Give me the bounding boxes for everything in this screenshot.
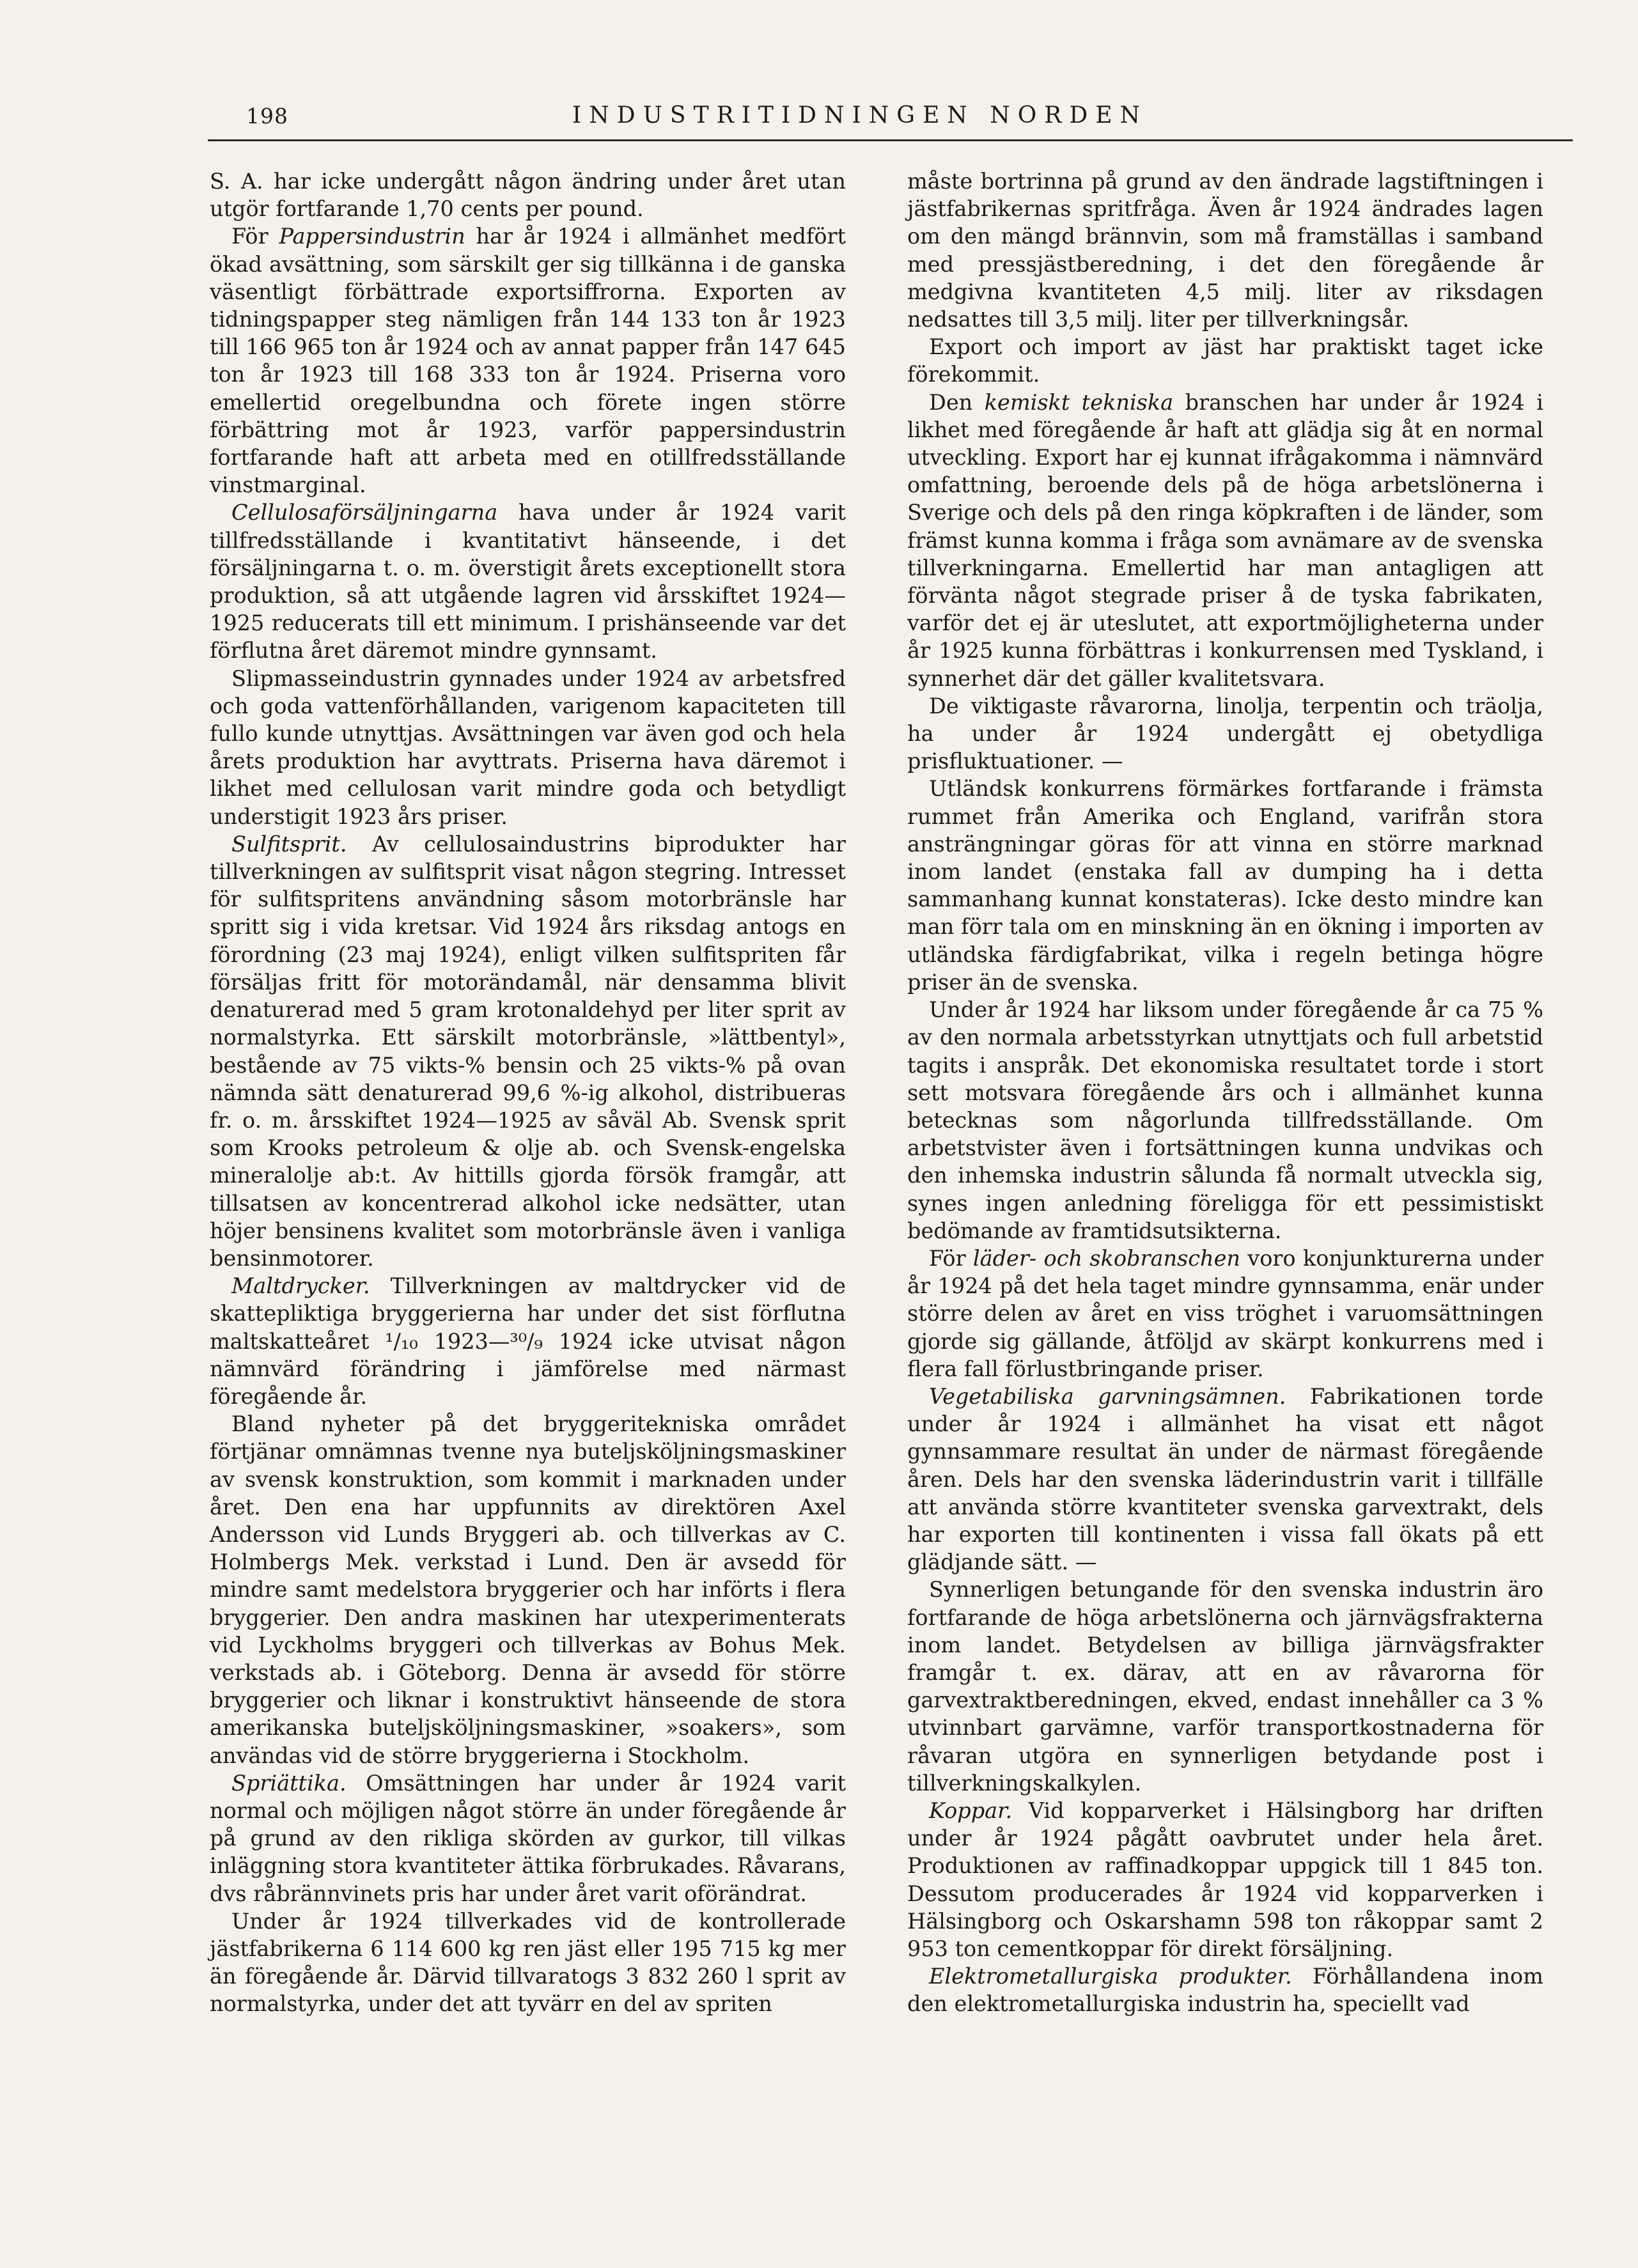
section-heading: Spriättika.: [231, 1770, 347, 1796]
section-heading: Pappersindustrin: [279, 224, 465, 249]
paragraph-lead: För: [231, 224, 279, 249]
section-heading: Vegetabiliska garvningsämnen.: [929, 1383, 1286, 1409]
paragraph-text: Slipmasseindustrin gynnades under 1924 av arbetsfred och goda vattenförhållanden, varigenom kapaciteten till fullo kunde utnyttjas. Avsättningen var även god och hela årets produktion har avyttrats. Priserna hava däremot i likhet med cellulosan varit mindre goda och betydligt understigit 1923 års priser.: [210, 665, 846, 829]
paragraph: [210, 1907, 846, 2018]
section-heading: kemiskt tekniska: [984, 389, 1174, 415]
paragraph-text: Förhållandena inom den elektrometallurgiska industrin ha, speciellt vad: [907, 1964, 1543, 2017]
paragraph: [210, 222, 846, 499]
paragraph-text: Under år 1924 har liksom under föregående år ca 75 % av den normala arbetsstyrkan utnyttjats och full arbetstid tagits i anspråk. Det ekonomiska resultatet torde i stort sett motsvara föregående års och i allmänhet kunna betecknas som någorlunda tillfredsställande. Om arbetstvister även i fortsättningen kunna undvikas och den inhemska industrin sålunda få normalt utveckla sig, synes ingen anledning föreligga för ett pessimistiskt bedömande av framtidsutsikterna.: [907, 997, 1543, 1243]
header-rule: [208, 139, 1573, 141]
paragraph-text: Bland nyheter på det bryggeritekniska området förtjänar omnämnas tvenne nya buteljsköljningsmaskiner av svensk konstruktion, som kommit i marknaden under året. Den ena har uppfunnits av direktören Axel Andersson vid Lunds Bryggeri ab. och tillverkas av C. Holmbergs Mek. verkstad i Lund. Den är avsedd för mindre samt medelstora bryggerier och har införts i flera bryggerier. Den andra maskinen har utexperimenterats vid Lyckholms bryggeri och tillverkas av Bohus Mek. verkstads ab. i Göteborg. Denna är avsedd för större bryggerier och liknar i konstruktivt hänseende de stora amerikanska buteljsköljningsmaskiner, »soakers», som användas vid de större bryggerierna i Stockholm.: [210, 1411, 846, 1768]
paragraph: [210, 1410, 846, 1769]
paragraph-text: branschen har under år 1924 i likhet med föregående år haft att glädja sig åt en normal utveckling. Export har ej kunnat ifrågakomma i nämnvärd omfattning, beroende dels på de höga arbetslönerna i Sverige och dels på den ringa köpkraften i de länder, som främst kunna komma i fråga som avnämare av de svenska tillverkningarna. Emellertid har man antagligen att förvänta något stegrade priser å de tyska fabrikaten, varför det ej är uteslutet, att exportmöjligheterna under år 1925 kunna förbättras i konkurrensen med Tyskland, i synnerhet där det gäller kvalitetsvara.: [907, 389, 1543, 691]
section-heading: Cellulosaförsäljningarna: [231, 500, 498, 525]
paragraph: [907, 1245, 1543, 1383]
paragraph: [210, 665, 846, 830]
paragraph-lead: Den: [929, 389, 985, 415]
paragraph: [210, 1272, 846, 1410]
paragraph-lead: För: [929, 1245, 973, 1271]
paragraph: [907, 1797, 1543, 1962]
page-header: [208, 102, 1378, 137]
page-number: 198: [246, 104, 288, 128]
paragraph: [210, 499, 846, 664]
paragraph: [907, 333, 1543, 388]
paragraph-text: Export och import av jäst har praktiskt taget icke förekommit.: [907, 334, 1543, 387]
section-heading: läder- och skobranschen: [972, 1245, 1240, 1271]
right-column: [907, 167, 1543, 2018]
journal-title: INDUSTRITIDNINGEN NORDEN: [572, 102, 1148, 128]
paragraph: [210, 1769, 846, 1907]
paragraph: [210, 830, 846, 1272]
section-heading: Maltdrycker.: [231, 1273, 370, 1299]
section-heading: Elektrometallurgiska produkter.: [929, 1964, 1292, 1989]
paragraph-text: Omsättningen har under år 1924 varit normal och möjligen något större än under föregående år på grund av den rikliga skörden av gurkor, till vilkas inläggning stora kvantiteter ättika förbrukades. Råvarans, dvs råbrännvinets pris har under året varit oförändrat.: [210, 1770, 846, 1906]
paragraph: [907, 167, 1543, 333]
paragraph-text: har år 1924 i allmänhet medfört ökad avsättning, som särskilt ger sig tillkänna i de ganska väsentligt förbättrade exportsiffrorna. Exporten av tidningspapper steg nämligen från 144 133 ton år 1923 till 166 965 ton år 1924 och av annat papper från 147 645 ton år 1923 till 168 333 ton år 1924. Priserna voro emellertid oregelbundna och förete ingen större förbättring mot år 1923, varför pappersindustrin fortfarande haft att arbeta med en otillfredsställande vinstmarginal.: [210, 224, 846, 498]
paragraph-text: måste bortrinna på grund av den ändrade lagstiftningen i jästfabrikernas spritfråga. Även år 1924 ändrades lagen om den mängd brännvin, som må framställas i samband med pressjästberedning, i det den föregående år medgivna kvantiteten 4,5 milj. liter av riksdagen nedsattes till 3,5 milj. liter per tillverkningsår.: [907, 169, 1543, 332]
paragraph: [907, 1383, 1543, 1576]
paragraph: [907, 1962, 1543, 2017]
paragraph-text: S. A. har icke undergått någon ändring under året utan utgör fortfarande 1,70 cents per pound.: [210, 169, 846, 222]
paragraph-text: Under år 1924 tillverkades vid de kontrollerade jästfabrikerna 6 114 600 kg ren jäst eller 195 715 kg mer än föregående år. Därvid tillvaratogs 3 832 260 l sprit av normalstyrka, under det att tyvärr en del av spriten: [210, 1908, 846, 2017]
paragraph-text: Utländsk konkurrens förmärkes fortfarande i främsta rummet från Amerika och England, varifrån stora ansträngningar göras för att vinna en större marknad inom landet (enstaka fall av dumping ha i detta sammanhang kunnat konstateras). Icke desto mindre kan man förr tala om en minskning än en ökning i importen av utländska färdigfabrikat, vilka i regeln betinga högre priser än de svenska.: [907, 776, 1543, 995]
paragraph: [907, 1576, 1543, 1797]
paragraph: [210, 167, 846, 222]
paragraph-text: voro konjunkturerna under år 1924 på det hela taget mindre gynnsamma, enär under större delen av året en viss tröghet i varuomsättningen gjorde sig gällande, åtföljd av skärpt konkurrens med i flera fall förlustbringande priser.: [907, 1245, 1543, 1381]
paragraph-text: Av cellulosaindustrins biprodukter har tillverkningen av sulfitsprit visat någon stegring. Intresset för sulfitspritens användning såsom motorbränsle har spritt sig i vida kretsar. Vid 1924 års riksdag antogs en förordning (23 maj 1924), enligt vilken sulfitspriten får försäljas fritt för motorändamål, när densamma blivit denaturerad med 5 gram krotonaldehyd per liter sprit av normalstyrka. Ett särskilt motorbränsle, »lättbentyl», bestående av 75 vikts-% bensin och 25 vikts-% på ovan nämnda sätt denaturerad 99,6 %-ig alkohol, distribueras fr. o. m. årsskiftet 1924—1925 av såväl Ab. Svensk sprit som Krooks petroleum & olje ab. och Svensk-engelska mineralolje ab:t. Av hittills gjorda försök framgår, att tillsatsen av koncentrerad alkohol icke nedsätter, utan höjer bensinens kvalitet som motorbränsle även i vanliga bensinmotorer.: [210, 831, 846, 1271]
paragraph-text: Fabrikationen torde under år 1924 i allmänhet ha visat ett något gynnsammare resultat än under de närmast föregående åren. Dels har den svenska läderindustrin varit i tillfälle att använda större kvantiteter svenska garvextrakt, dels har exporten till kontinenten i vissa fall ökats på ett glädjande sätt. —: [907, 1383, 1543, 1575]
section-heading: Sulfitsprit.: [231, 831, 347, 857]
paragraph-text: Synnerligen betungande för den svenska industrin äro fortfarande de höga arbetslönerna och järnvägsfrakterna inom landet. Betydelsen av billiga järnvägsfrakter framgår t. ex. därav, att en av råvarorna för garvextraktberedningen, ekved, endast innehåller ca 3 % utvinnbart garvämne, varför transportkostnaderna för råvaran utgöra en synnerligen betydande post i tillverkningskalkylen.: [907, 1577, 1543, 1796]
paragraph: [907, 775, 1543, 996]
paragraph: [907, 389, 1543, 692]
paragraph-text: De viktigaste råvarorna, linolja, terpentin och träolja, ha under år 1924 undergått ej obetydliga prisfluktuationer. —: [907, 693, 1543, 774]
paragraph: [907, 996, 1543, 1245]
paragraph-text: Vid kopparverket i Hälsingborg har driften under år 1924 pågått oavbrutet under hela året. Produktionen av raffinadkoppar uppgick till 1 845 ton. Dessutom producerades år 1924 vid kopparverken i Hälsingborg och Oskarshamn 598 ton råkoppar samt 2 953 ton cementkoppar för direkt försäljning.: [907, 1798, 1543, 1961]
section-heading: Koppar.: [929, 1798, 1013, 1823]
paragraph-text: Tillverkningen av maltdrycker vid de skattepliktiga bryggerierna har under det sist förflutna maltskatteåret ¹/₁₀ 1923—³⁰/₉ 1924 icke utvisat någon nämnvärd förändring i jämförelse med närmast föregående år.: [210, 1273, 846, 1409]
left-column: [210, 167, 846, 2018]
paragraph-text: hava under år 1924 varit tillfredsställande i kvantitativt hänseende, i det försäljningarna t. o. m. överstigit årets exceptionellt stora produktion, så att utgående lagren vid årsskiftet 1924—1925 reducerats till ett minimum. I prishänseende var det förflutna året däremot mindre gynnsamt.: [210, 500, 846, 664]
paragraph: [907, 692, 1543, 775]
